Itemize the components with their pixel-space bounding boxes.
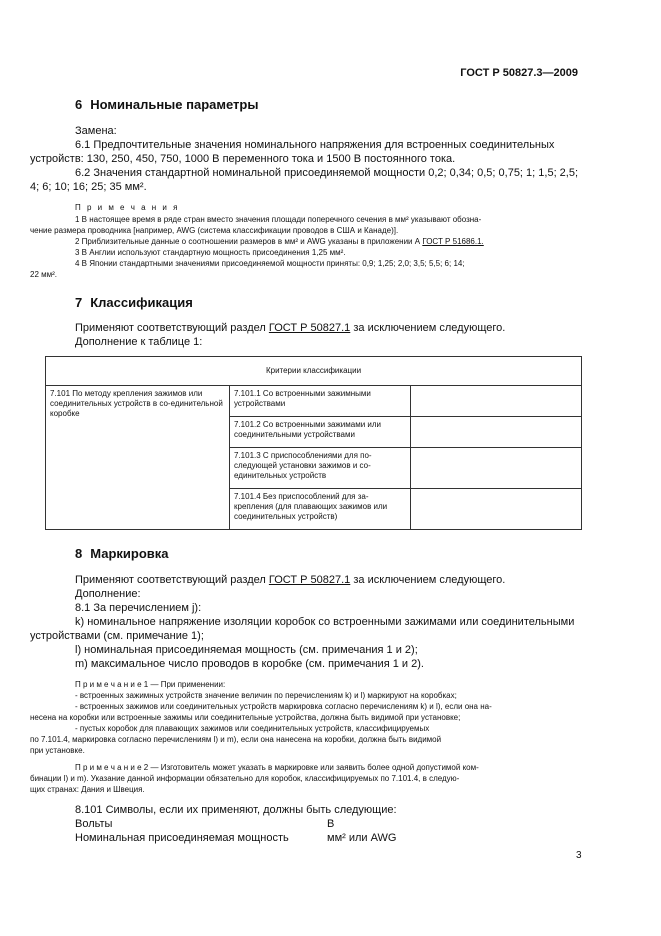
section-number: 6 (75, 97, 83, 112)
note-line: чение размера проводника [например, AWG (система классификации проводов в США и Канаде)]. (30, 226, 399, 235)
note-4 (30, 258, 581, 280)
note-line: 22 мм². (30, 270, 58, 279)
table-header-row (46, 357, 582, 386)
standard-link[interactable]: ГОСТ Р 51686.1. (422, 237, 484, 246)
text: Применяют соответствующий раздел (75, 574, 266, 586)
section-number: 7 (75, 295, 83, 310)
section-title: Маркировка (90, 546, 169, 561)
table-cell: 7.101.1 Со встроенными зажимными устройствами (230, 386, 411, 417)
note-line: щих странах: Дания и Швеция. (30, 785, 145, 794)
paragraph: 6.2 Значения стандартной номинальной присоединяемой мощности 0,2; 0,34; 0,5; 0,75; 1; 1,5; 2,5; (75, 167, 579, 179)
note-text: 2 Приблизительные данные о соотношении размеров в мм² и AWG указаны в приложении А (75, 237, 421, 246)
paragraph: m) максимальное число проводов в коробке (см. примечания 1 и 2). (75, 658, 424, 670)
paragraph (75, 573, 581, 587)
standard-link[interactable]: ГОСТ Р 50827.1 (268, 322, 351, 334)
table-header: Критерии классификации (46, 357, 582, 386)
paragraph: 4; 6; 10; 16; 25; 35 мм². (30, 181, 147, 193)
table-cell (411, 448, 582, 489)
text: за исключением следующего. (353, 322, 506, 334)
note-line: - встроенных зажимных устройств значение величин по перечислениям k) и l) маркируют на коробках; (75, 691, 457, 700)
note-line: несена на коробки или встроенные зажимы или соединительные устройства, должна быть видимой при установке; (30, 713, 461, 722)
note-3: 3 В Англии используют стандартную мощность присоединения 1,25 мм². (75, 248, 346, 257)
symbol-name: Номинальная присоединяемая мощность (75, 832, 289, 844)
paragraph (75, 321, 581, 335)
table-cell (411, 386, 582, 417)
note-line: - пустых коробок для плавающих зажимов или соединительных устройств, классифицируемых (75, 724, 430, 733)
section-6 (30, 97, 581, 280)
section-title: Номинальные параметры (90, 97, 259, 112)
note-1 (30, 214, 581, 236)
symbol-value: мм² или AWG (327, 832, 397, 844)
section-7-heading (75, 295, 581, 310)
symbol-name: Вольты (75, 818, 113, 830)
section-number: 8 (75, 546, 83, 561)
document-header: ГОСТ Р 50827.3—2009 (460, 67, 578, 79)
paragraph (75, 138, 581, 152)
text-line: 6.1 Предпочтительные значения номинального напряжения для встроенных соединительных (75, 139, 555, 151)
text: за исключением следующего. (353, 574, 506, 586)
table-cell (411, 489, 582, 530)
paragraph: 8.1 За перечислением j): (75, 602, 202, 614)
paragraph: Дополнение к таблице 1: (75, 336, 203, 348)
symbol-row (75, 831, 581, 845)
classification-table (45, 356, 582, 530)
symbol-value: В (327, 818, 335, 830)
text: Применяют соответствующий раздел (75, 322, 266, 334)
table-cell: 7.101.2 Со встроенными зажимами или соединительными устройствами (230, 417, 411, 448)
note-line: бинации l) и m). Указание данной информации обязательно для коробок, классифицируемых по 7.101.4, в следую- (30, 774, 460, 783)
table-row (46, 386, 582, 417)
note-2 (75, 236, 581, 247)
notes-title: П р и м е ч а н и я (75, 203, 180, 212)
section-title: Классификация (90, 295, 193, 310)
note-1 (30, 679, 581, 756)
section-7 (75, 295, 581, 349)
note-line: 1 В настоящее время в ряде стран вместо значения площади поперечного сечения в мм² указывают обозна- (75, 215, 482, 224)
paragraph: устройств: 130, 250, 450, 750, 1000 В переменного тока и 1500 В постоянного тока. (30, 153, 456, 165)
symbol-row (75, 817, 581, 831)
note-line: П р и м е ч а н и е 2 — Изготовитель может указать в маркировке или заявить более одной допустимой ком- (75, 763, 479, 772)
paragraph: k) номинальное напряжение изоляции коробок со встроенными зажимами или соединительными (75, 616, 575, 628)
section-6-heading (75, 97, 581, 112)
note-line: - встроенных зажимов или соединительных устройств маркировка согласно перечислениям k) и l), если она на- (75, 702, 492, 711)
table-cell (411, 417, 582, 448)
note-line: при установке. (30, 746, 85, 755)
page-number: 3 (576, 850, 582, 861)
section-8 (30, 546, 581, 845)
section-8-heading (75, 546, 581, 561)
paragraph: 8.101 Символы, если их применяют, должны быть следующие: (75, 804, 397, 816)
paragraph: устройствами (см. примечание 1); (30, 630, 204, 642)
note-line: по 7.101.4, маркировка согласно перечислениям l) и m), если она нанесена на коробки, должна быть видимой (30, 735, 442, 744)
standard-link[interactable]: ГОСТ Р 50827.1 (268, 574, 351, 586)
table-cell: 7.101.4 Без приспособлений для за-крепления (для плавающих зажимов или соединительных устройств) (230, 489, 411, 530)
paragraph: Замена: (75, 125, 117, 137)
paragraph: Дополнение: (75, 588, 141, 600)
paragraph: l) номинальная присоединяемая мощность (см. примечания 1 и 2); (75, 644, 418, 656)
note-line: П р и м е ч а н и е 1 — При применении: (75, 680, 226, 689)
note-line: 4 В Японии стандартными значениями присоединяемой мощности приняты: 0,9; 1,25; 2,0; 3,5; 5,5; 6; 14; (75, 259, 465, 268)
note-2 (30, 762, 581, 795)
table-cell: 7.101 По методу крепления зажимов или соединительных устройств в со-единительной коробке (46, 386, 230, 530)
table-cell: 7.101.3 С приспособлениями для по-следующей установки зажимов и со-единительных устройств (230, 448, 411, 489)
